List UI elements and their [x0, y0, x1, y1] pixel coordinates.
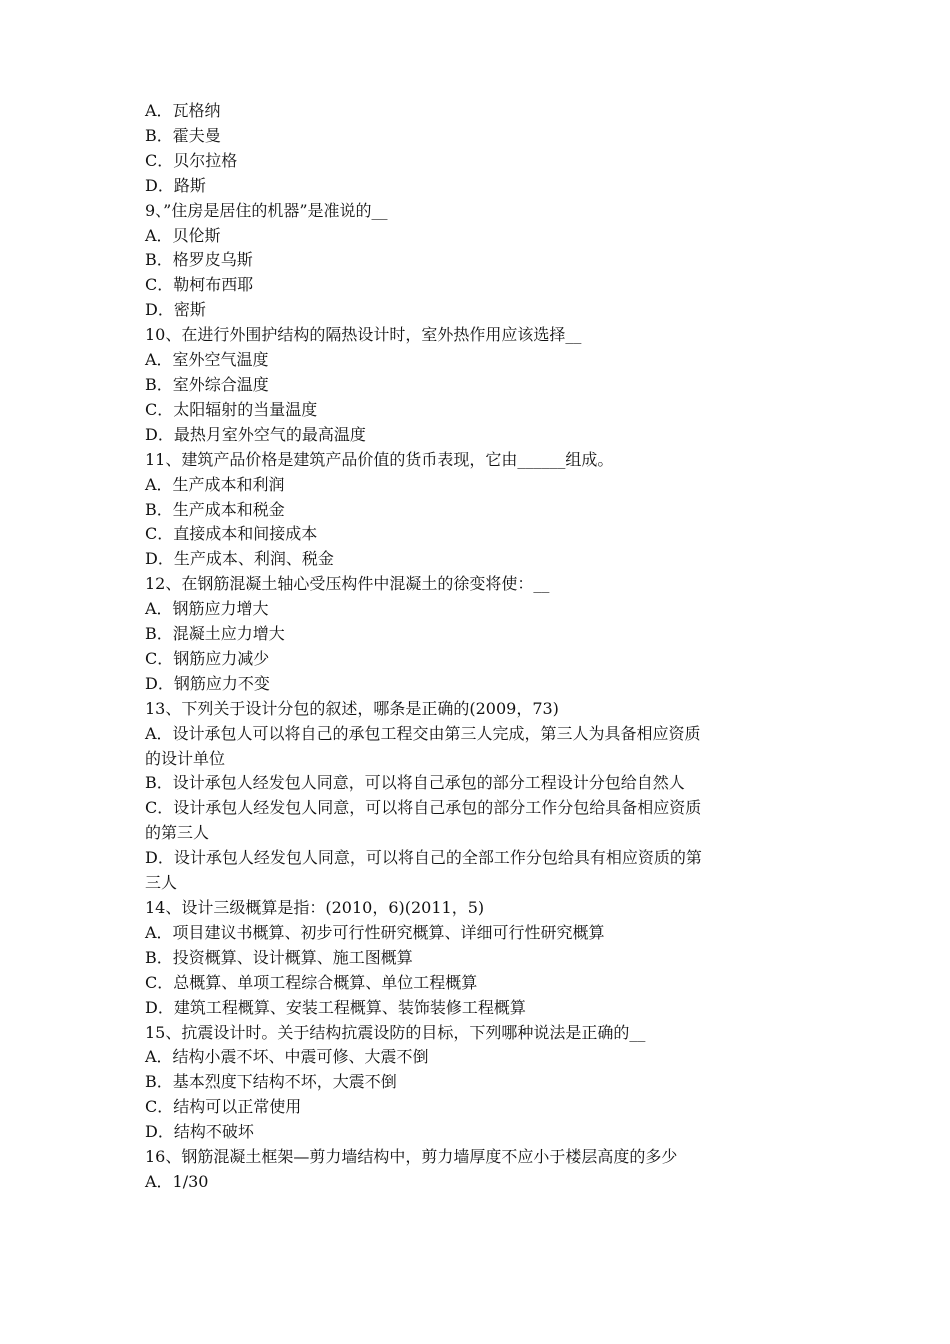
option-c-q10: C．太阳辐射的当量温度 — [145, 399, 318, 419]
option-a-q12: A．钢筋应力增大 — [145, 599, 269, 619]
document-body — [145, 99, 815, 1195]
option-c-q13-cont: 的第三人 — [145, 823, 210, 843]
option-a-q14: A．项目建议书概算、初步可行性研究概算、详细可行性研究概算 — [145, 922, 605, 942]
question-16: 16、钢筋混凝土框架—剪力墙结构中，剪力墙厚度不应小于楼层高度的多少 — [145, 1147, 678, 1167]
option-a-q9: A．贝伦斯 — [145, 225, 221, 245]
question-14: 14、设计三级概算是指：(2010，6)(2011，5) — [145, 898, 485, 917]
option-a-q16: A．1/30 — [145, 1171, 209, 1191]
option-d-q8: D．路斯 — [145, 175, 206, 195]
option-a-q15: A．结构小震不坏、中震可修、大震不倒 — [145, 1047, 429, 1067]
option-c-q15: C．结构可以正常使用 — [145, 1097, 302, 1117]
option-d-q9: D．密斯 — [145, 300, 206, 320]
option-a-q10: A．室外空气温度 — [145, 350, 269, 370]
option-b-q10: B．室外综合温度 — [145, 374, 269, 394]
option-d-q12: D．钢筋应力不变 — [145, 673, 270, 693]
question-15: 15、抗震设计时。关于结构抗震设防的目标，下列哪种说法是正确的__ — [145, 1022, 646, 1042]
option-c-q12: C．钢筋应力减少 — [145, 648, 270, 668]
option-b-q9: B．格罗皮乌斯 — [145, 250, 253, 270]
question-11: 11、建筑产品价格是建筑产品价值的货币表现，它由______组成。 — [145, 449, 614, 469]
question-9: 9、”住房是居住的机器”是准说的__ — [145, 200, 388, 220]
option-b-q8: B．霍夫曼 — [145, 125, 221, 145]
option-c-q13: C．设计承包人经发包人同意，可以将自己承包的部分工作分包给具备相应资质 — [145, 798, 702, 818]
question-10: 10、在进行外围护结构的隔热设计时，室外热作用应该选择__ — [145, 325, 582, 345]
option-b-q11: B．生产成本和税金 — [145, 499, 285, 519]
option-c-q14: C．总概算、单项工程综合概算、单位工程概算 — [145, 972, 478, 992]
option-d-q10: D．最热月室外空气的最高温度 — [145, 424, 366, 444]
option-d-q11: D．生产成本、利润、税金 — [145, 549, 334, 569]
option-b-q13: B．设计承包人经发包人同意，可以将自己承包的部分工程设计分包给自然人 — [145, 773, 685, 793]
option-d-q15: D．结构不破坏 — [145, 1122, 254, 1142]
option-c-q8: C．贝尔拉格 — [145, 150, 238, 170]
option-b-q15: B．基本烈度下结构不坏，大震不倒 — [145, 1072, 397, 1092]
option-a-q13-cont: 的设计单位 — [145, 748, 226, 768]
question-13: 13、下列关于设计分包的叙述，哪条是正确的(2009，73) — [145, 698, 559, 718]
option-a-q11: A．生产成本和利润 — [145, 474, 285, 494]
option-d-q13: D．设计承包人经发包人同意，可以将自己的全部工作分包给具有相应资质的第 — [145, 848, 702, 868]
option-a-q13: A．设计承包人可以将自己的承包工程交由第三人完成，第三人为具备相应资质 — [145, 723, 701, 743]
option-b-q14: B．投资概算、设计概算、施工图概算 — [145, 947, 413, 967]
option-d-q14: D．建筑工程概算、安装工程概算、装饰装修工程概算 — [145, 997, 526, 1017]
option-a-q8: A．瓦格纳 — [145, 101, 221, 120]
option-c-q9: C．勒柯布西耶 — [145, 275, 254, 295]
option-d-q13-cont: 三人 — [145, 873, 178, 893]
option-b-q12: B．混凝土应力增大 — [145, 624, 285, 644]
option-c-q11: C．直接成本和间接成本 — [145, 524, 318, 544]
question-12: 12、在钢筋混凝土轴心受压构件中混凝土的徐变将使：__ — [145, 574, 550, 594]
